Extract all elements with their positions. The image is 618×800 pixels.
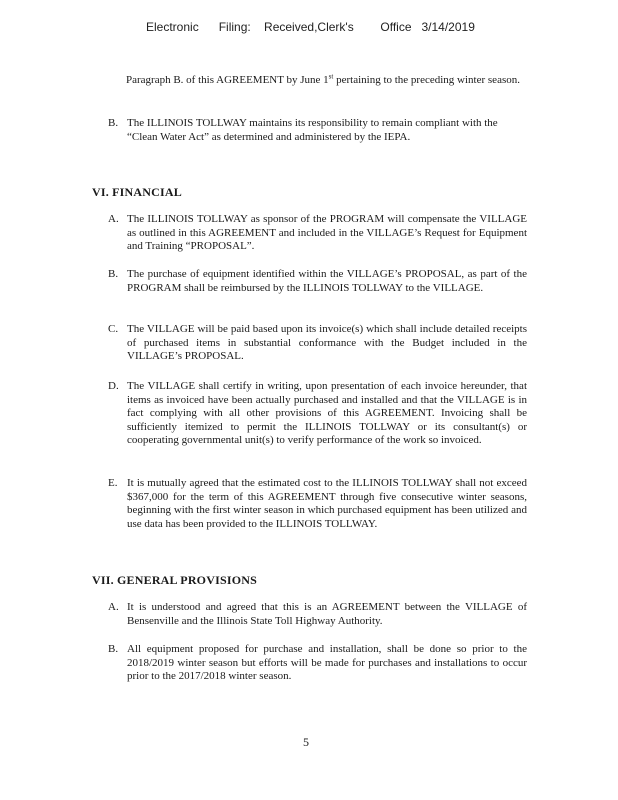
section5-item-b-letter: B. (108, 117, 119, 129)
section7-item-a-text: It is understood and agreed that this is an AGREEMENT between the VILLAGE of Bensenville and the Illinois State Toll Highway Authority. (127, 601, 527, 627)
section-heading-financial: VI. FINANCIAL (92, 185, 182, 199)
continuation-text-start: Paragraph B. of this AGREEMENT by June 1 (126, 74, 329, 86)
section6-item-a-letter: A. (108, 213, 119, 225)
filing-stamp-header: Electronic Filing: Received,Clerk's Office 3/14/2019 (146, 20, 475, 34)
section6-item-d-text: The VILLAGE shall certify in writing, upon presentation of each invoice hereunder, that items as invoiced have been actually purchased and installed and that the VILLAGE is in fact complying with all other provisions of this AGREEMENT. Invoicing shall be sufficiently itemized to permit the ILLINOIS TOLLWAY or its consultant(s) or cooperating governmental unit(s) to verify performance of the work so invoiced. (127, 380, 527, 446)
section6-item-e-text: It is mutually agreed that the estimated cost to the ILLINOIS TOLLWAY shall not exceed $367,000 for the term of this AGREEMENT through five consecutive winter seasons, beginning with the first winter season in which purchased equipment has been utilized and use data has been provided to the ILLINOIS TOLLWAY. (127, 477, 527, 530)
section6-item-c-letter: C. (108, 323, 119, 335)
section7-item-b-letter: B. (108, 643, 119, 655)
continuation-text-end: pertaining to the preceding winter season. (333, 74, 520, 86)
section7-item-b-text: All equipment proposed for purchase and installation, shall be done so prior to the 2018/2019 winter season but efforts will be made for purchases and installations to occur prior to the 2017/2018 winter season. (127, 643, 527, 682)
continuation-superscript: st (328, 72, 334, 81)
continuation-paragraph (126, 74, 526, 88)
section6-item-a-text: The ILLINOIS TOLLWAY as sponsor of the PROGRAM will compensate the VILLAGE as outlined in this AGREEMENT and included in the VILLAGE’s Request for Equipment and Training “PROPOSAL”. (127, 213, 527, 252)
section6-item-b-text: The purchase of equipment identified within the VILLAGE’s PROPOSAL, as part of the PROGRAM shall be reimbursed by the ILLINOIS TOLLWAY to the VILLAGE. (127, 268, 527, 294)
section5-item-b-text: The ILLINOIS TOLLWAY maintains its responsibility to remain compliant with the “Clean Water Act” as determined and administered by the IEPA. (127, 117, 498, 143)
section-heading-general-provisions: VII. GENERAL PROVISIONS (92, 573, 257, 587)
section7-item-a-letter: A. (108, 601, 119, 613)
section6-item-d-letter: D. (108, 380, 119, 392)
section6-item-e-letter: E. (108, 477, 118, 489)
section6-item-b-letter: B. (108, 268, 119, 280)
section6-item-c-text: The VILLAGE will be paid based upon its invoice(s) which shall include detailed receipts of purchased items in substantial conformance with the Budget included in the VILLAGE’s PROPOSAL. (127, 323, 527, 362)
page-number: 5 (303, 735, 309, 749)
